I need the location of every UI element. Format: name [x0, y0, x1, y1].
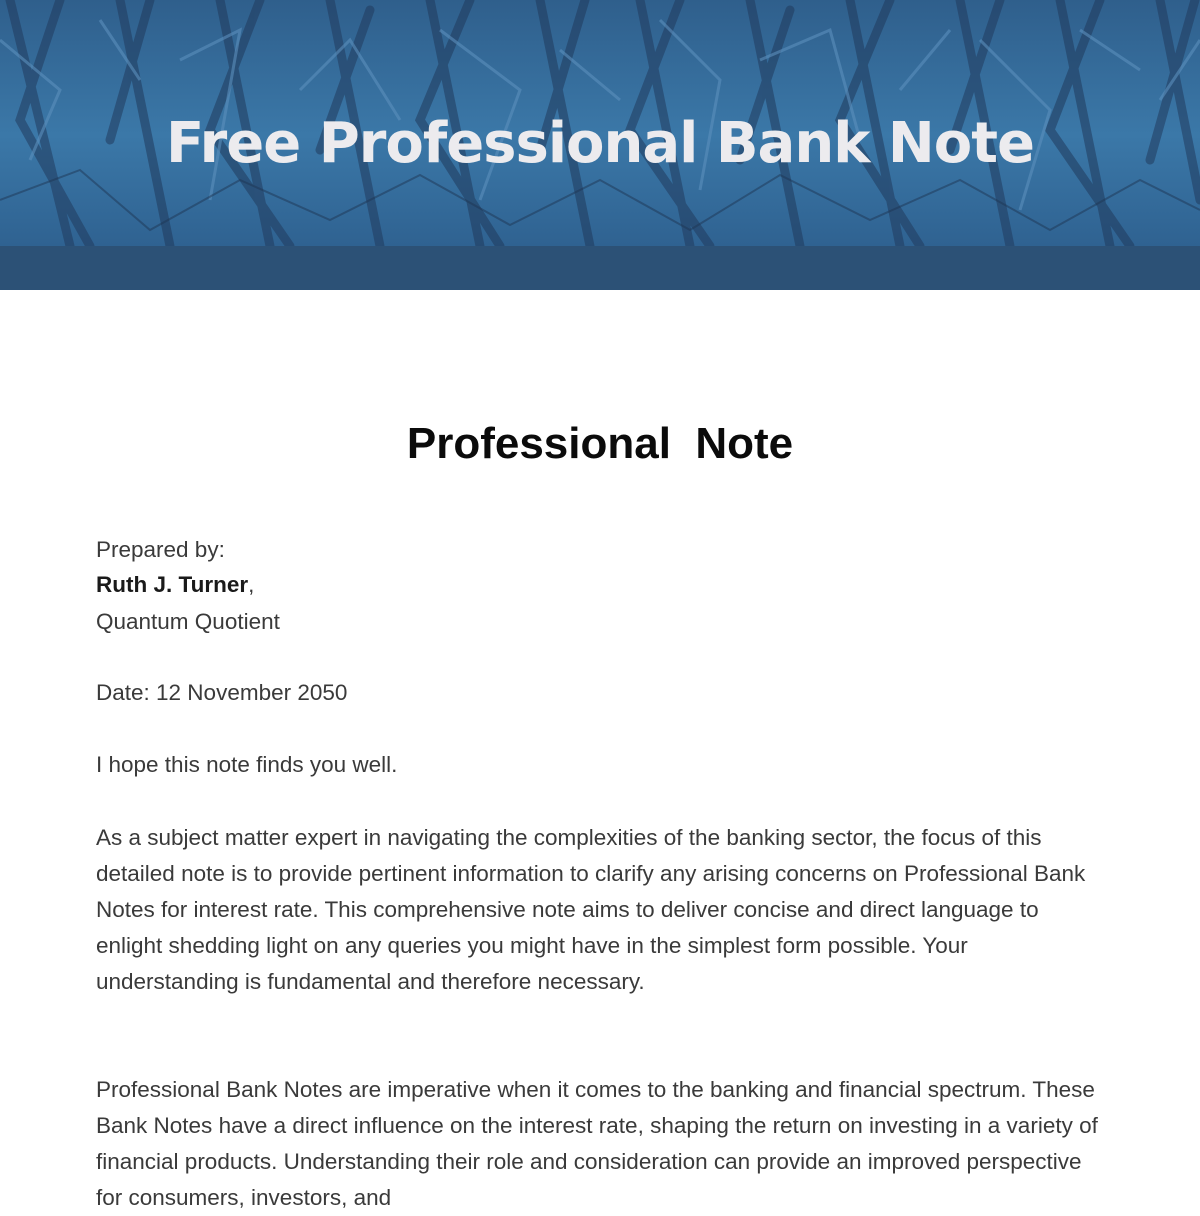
paragraph-1: As a subject matter expert in navigating the complexities of the banking sector, the focus of this detailed note is to provide pertinent information to clarify any arising concerns on Professional Bank Notes for interest rate. This comprehensive note aims to deliver concise and direct language to enlight shedding light on any queries you might have in the simplest form possible. Your understanding is fundamental and therefore necessary.: [96, 825, 1086, 994]
document-title: Professional Note: [406, 419, 794, 468]
date-line: Date: 12 November 2050: [96, 680, 348, 705]
organization: Quantum Quotient: [96, 609, 280, 634]
author-suffix: ,: [248, 572, 255, 597]
author-line: [96, 567, 1106, 603]
banner-strip: [0, 246, 1200, 290]
prepared-by-label: Prepared by:: [96, 537, 225, 562]
author-name: Ruth J. Turner: [96, 572, 249, 597]
greeting: I hope this note finds you well.: [96, 752, 398, 777]
header-banner: [0, 0, 1200, 246]
banner-title: Free Professional Bank Note: [165, 111, 1035, 176]
paragraph-2: Professional Bank Notes are imperative when it comes to the banking and financial spectrum. These Bank Notes have a direct influence on the interest rate, shaping the return on investing in a variety of financial products. Understanding their role and consideration can provide an improved perspective for consumers, investors, and: [96, 1077, 1098, 1210]
